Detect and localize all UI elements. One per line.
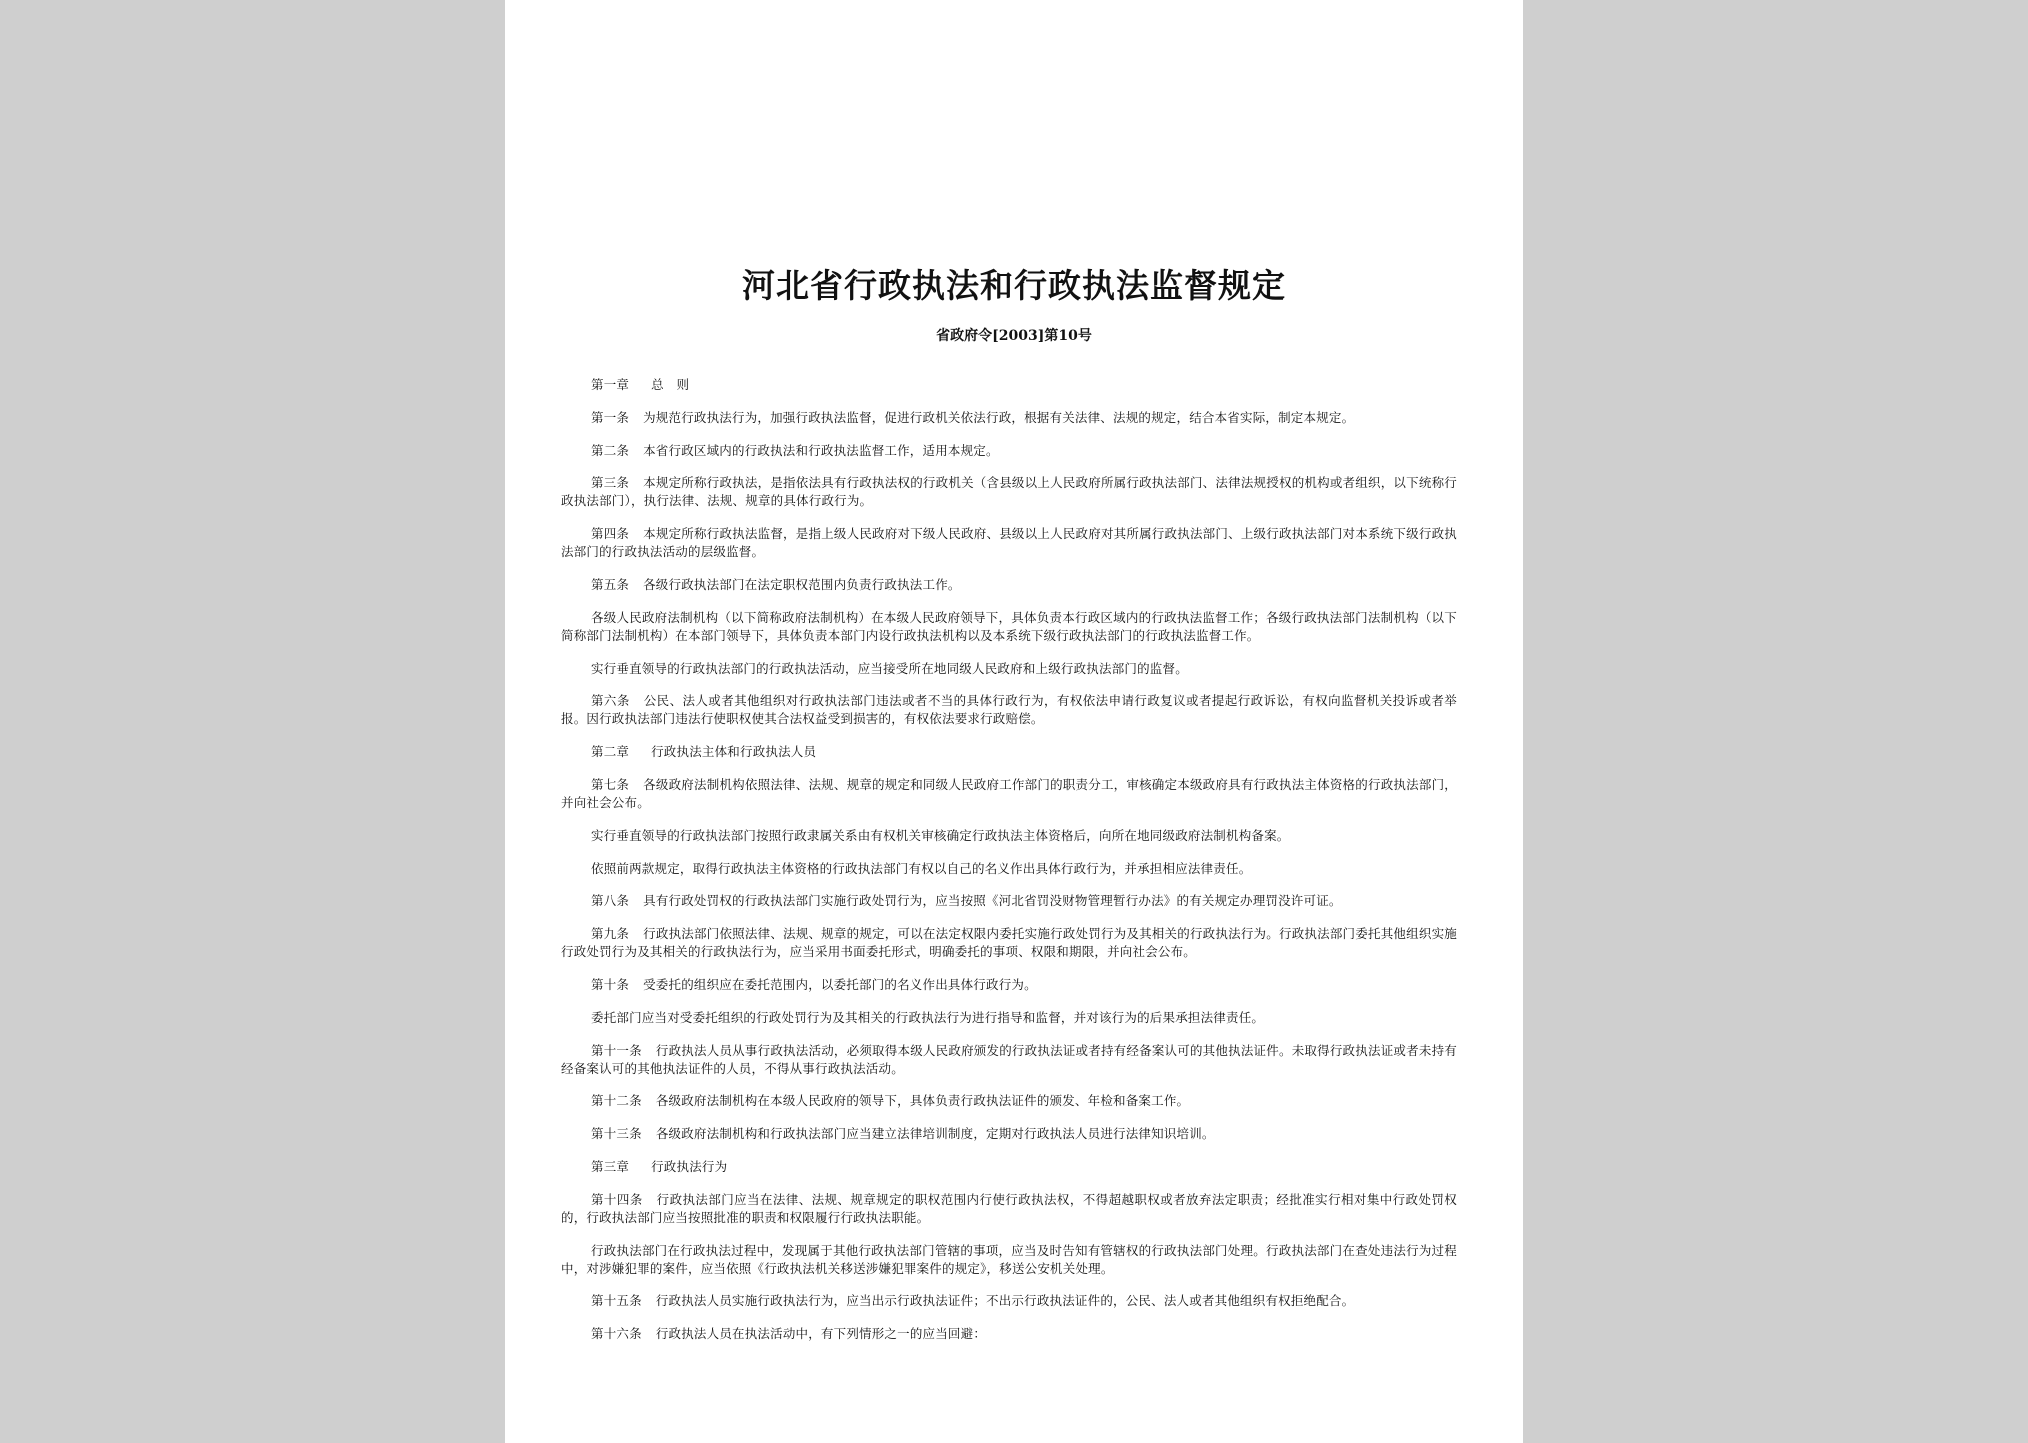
- article-number: 第十五条: [591, 1293, 642, 1309]
- article-paragraph: [561, 1292, 1457, 1310]
- chapter-heading: [561, 376, 1457, 394]
- paragraph-text: 各级政府法制机构依照法律、法规、规章的规定和同级人民政府工作部门的职责分工，审核确定本级政府具有行政执法主体资格的行政执法部门，并向社会公布。: [561, 776, 1457, 810]
- article-paragraph: [561, 1125, 1457, 1143]
- document-body: [561, 376, 1457, 1358]
- body-paragraph: [561, 660, 1457, 678]
- paragraph-text: 各级人民政府法制机构（以下简称政府法制机构）在本级人民政府领导下，具体负责本行政区域内的行政执法监督工作；各级行政执法部门法制机构（以下简称部门法制机构）在本部门领导下，具体负责本部门内设行政执法机构以及本系统下级行政执法部门的行政执法监督工作。: [561, 609, 1457, 643]
- article-number: 第十三条: [591, 1126, 642, 1142]
- document-title: 河北省行政执法和行政执法监督规定: [742, 266, 1286, 305]
- paragraph-text: 各级行政执法部门在法定职权范围内负责行政执法工作。: [643, 576, 961, 592]
- paragraph-text: 实行垂直领导的行政执法部门的行政执法活动，应当接受所在地同级人民政府和上级行政执法部门的监督。: [591, 660, 1188, 676]
- article-number: 第九条: [591, 926, 630, 942]
- paragraph-text: 本规定所称行政执法，是指依法具有行政执法权的行政机关（含县级以上人民政府所属行政执法部门、法律法规授权的机构或者组织，以下统称行政执法部门），执行法律、法规、规章的具体行政行为。: [561, 475, 1457, 509]
- article-number: 第十四条: [591, 1191, 643, 1207]
- chapter-title: 总 则: [651, 377, 690, 392]
- article-paragraph: [561, 925, 1457, 961]
- paragraph-text: 本规定所称行政执法监督，是指上级人民政府对下级人民政府、县级以上人民政府对其所属行政执法部门、上级行政执法部门对本系统下级行政执法部门的行政执法活动的层级监督。: [561, 526, 1457, 560]
- article-paragraph: [561, 1042, 1457, 1078]
- paragraph-text: 行政执法部门应当在法律、法规、规章规定的职权范围内行使行政执法权，不得超越职权或者放弃法定职责；经批准实行相对集中行政处罚权的，行政执法部门应当按照批准的职责和权限履行行政执法职能。: [561, 1191, 1457, 1225]
- article-paragraph: [561, 976, 1457, 994]
- article-number: 第十二条: [591, 1093, 642, 1109]
- article-paragraph: [561, 576, 1457, 594]
- paragraph-text: 行政执法部门在行政执法过程中，发现属于其他行政执法部门管辖的事项，应当及时告知有管辖权的行政执法部门处理。行政执法部门在查处违法行为过程中，对涉嫌犯罪的案件，应当依照《行政执法机关移送涉嫌犯罪案件的规定》，移送公安机关处理。: [561, 1242, 1457, 1276]
- article-paragraph: [561, 692, 1457, 728]
- body-paragraph: [561, 827, 1457, 845]
- article-paragraph: [561, 1325, 1457, 1343]
- article-paragraph: [561, 776, 1457, 812]
- article-number: 第二条: [591, 442, 630, 458]
- chapter-heading: [561, 1158, 1457, 1176]
- article-paragraph: [561, 474, 1457, 510]
- article-number: 第六条: [591, 693, 630, 709]
- paragraph-text: 为规范行政执法行为，加强行政执法监督，促进行政机关依法行政，根据有关法律、法规的规定，结合本省实际，制定本规定。: [643, 409, 1355, 425]
- article-number: 第十条: [591, 976, 630, 992]
- chapter-number: 第三章: [591, 1158, 630, 1174]
- article-paragraph: [561, 892, 1457, 910]
- article-paragraph: [561, 525, 1457, 561]
- article-paragraph: [561, 409, 1457, 427]
- article-paragraph: [561, 442, 1457, 460]
- chapter-number: 第二章: [591, 744, 630, 760]
- paragraph-text: 受委托的组织应在委托范围内，以委托部门的名义作出具体行政行为。: [643, 976, 1037, 992]
- paragraph-text: 本省行政区域内的行政执法和行政执法监督工作，适用本规定。: [643, 442, 999, 458]
- article-number: 第七条: [591, 776, 630, 792]
- article-number: 第八条: [591, 893, 630, 909]
- article-number: 第一条: [591, 409, 630, 425]
- paragraph-text: 行政执法人员在执法活动中，有下列情形之一的应当回避：: [655, 1326, 987, 1342]
- paragraph-text: 依照前两款规定，取得行政执法主体资格的行政执法部门有权以自己的名义作出具体行政行为，并承担相应法律责任。: [591, 860, 1252, 876]
- document-number: 省政府令[2003]第10号: [936, 328, 1092, 344]
- chapter-number: 第一章: [591, 377, 630, 392]
- document-page: [505, 0, 1523, 1443]
- article-number: 第四条: [591, 526, 630, 542]
- paragraph-text: 公民、法人或者其他组织对行政执法部门违法或者不当的具体行政行为，有权依法申请行政复议或者提起行政诉讼，有权向监督机关投诉或者举报。因行政执法部门违法行使职权使其合法权益受到损害的，有权依法要求行政赔偿。: [561, 693, 1457, 727]
- paragraph-text: 行政执法部门依照法律、法规、规章的规定，可以在法定权限内委托实施行政处罚行为及其相关的行政执法行为。行政执法部门委托其他组织实施行政处罚行为及其相关的行政执法行为，应当采用书面委托形式，明确委托的事项、权限和期限，并向社会公布。: [561, 926, 1457, 960]
- article-paragraph: [561, 1191, 1457, 1227]
- chapter-title: 行政执法主体和行政执法人员: [651, 744, 817, 760]
- paragraph-text: 具有行政处罚权的行政执法部门实施行政处罚行为，应当按照《河北省罚没财物管理暂行办法》的有关规定办理罚没许可证。: [643, 893, 1342, 909]
- article-paragraph: [561, 1092, 1457, 1110]
- paragraph-text: 行政执法人员实施行政执法行为，应当出示行政执法证件；不出示行政执法证件的，公民、法人或者其他组织有权拒绝配合。: [655, 1293, 1355, 1309]
- article-number: 第五条: [591, 576, 630, 592]
- article-number: 第十一条: [591, 1042, 642, 1058]
- article-number: 第十六条: [591, 1326, 642, 1342]
- paragraph-text: 委托部门应当对受委托组织的行政处罚行为及其相关的行政执法行为进行指导和监督，并对该行为的后果承担法律责任。: [591, 1009, 1265, 1025]
- paragraph-text: 实行垂直领导的行政执法部门按照行政隶属关系由有权机关审核确定行政执法主体资格后，向所在地同级政府法制机构备案。: [591, 827, 1290, 843]
- body-paragraph: [561, 860, 1457, 878]
- chapter-heading: [561, 743, 1457, 761]
- paragraph-text: 各级政府法制机构在本级人民政府的领导下，具体负责行政执法证件的颁发、年检和备案工作。: [655, 1093, 1190, 1109]
- article-number: 第三条: [591, 475, 630, 491]
- paragraph-text: 行政执法人员从事行政执法活动，必须取得本级人民政府颁发的行政执法证或者持有经备案认可的其他执法证件。未取得行政执法证或者未持有经备案认可的其他执法证件的人员，不得从事行政执法活动。: [561, 1042, 1457, 1076]
- body-paragraph: [561, 1242, 1457, 1278]
- body-paragraph: [561, 609, 1457, 645]
- paragraph-text: 各级政府法制机构和行政执法部门应当建立法律培训制度，定期对行政执法人员进行法律知识培训。: [655, 1126, 1215, 1142]
- chapter-title: 行政执法行为: [651, 1158, 728, 1174]
- body-paragraph: [561, 1009, 1457, 1027]
